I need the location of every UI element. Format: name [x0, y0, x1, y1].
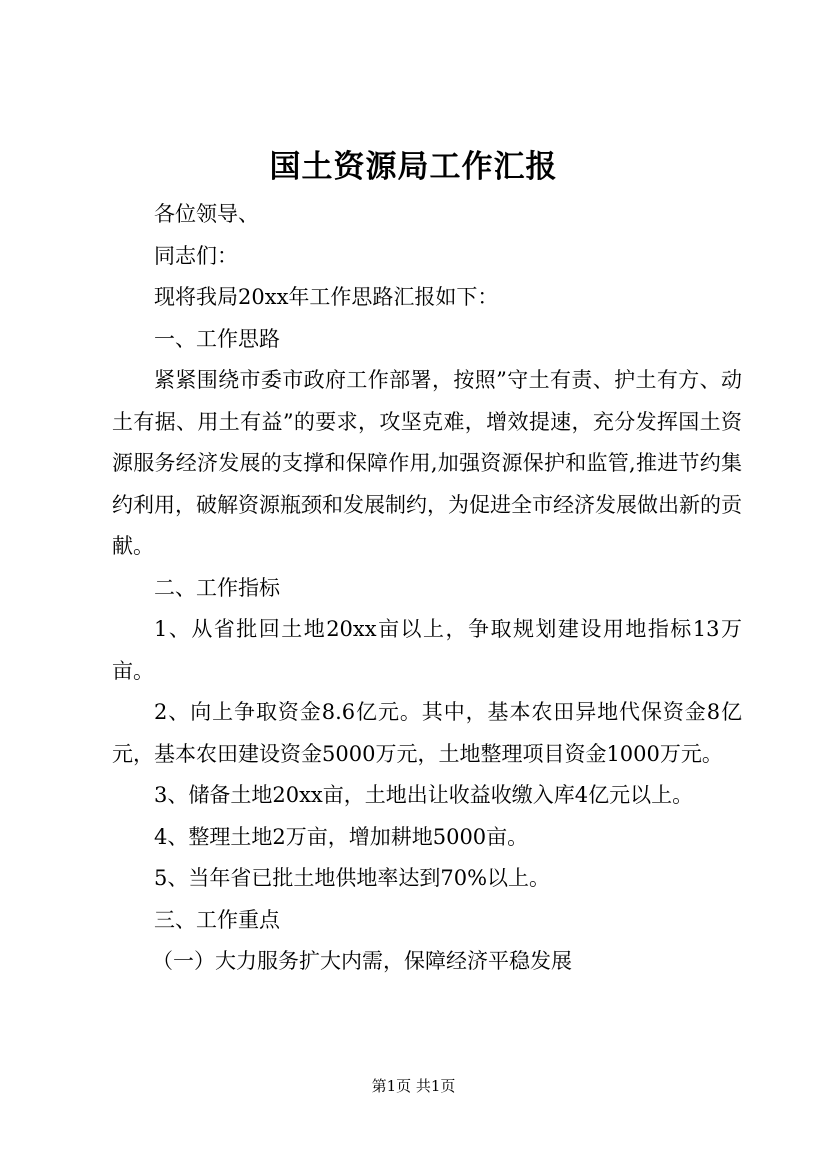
intro-paragraph: 现将我局20xx年工作思路汇报如下： [154, 285, 499, 309]
indicator-item-1: 1、从省批回土地20xx亩以上，争取规划建设用地指标13万亩。 [112, 617, 742, 683]
indicator-item-2: 2、向上争取资金8.6亿元。其中，基本农田异地代保资金8亿元，基本农田建设资金5000万元，土地整理项目资金1000万元。 [112, 700, 742, 766]
indicator-item-4: 4、整理土地2万亩，增加耕地5000亩。 [154, 824, 529, 849]
page-number-footer: 第1页 共1页 [371, 1077, 456, 1095]
salutation-comrades: 同志们： [154, 243, 238, 268]
section-heading-2: 二、工作指标 [154, 575, 280, 600]
indicator-item-3: 3、储备土地20xx亩，土地出让收益收缴入库4亿元以上。 [154, 783, 694, 807]
section-heading-3: 三、工作重点 [154, 907, 280, 932]
work-approach-paragraph: 紧紧围绕市委市政府工作部署，按照”守土有责、护土有方、动土有据、用土有益”的要求，攻坚克难，增效提速，充分发挥国土资源服务经济发展的支撑和保障作用,加强资源保护和监管,推进节约集约利用，破解资源瓶颈和发展制约，为促进全市经济发展做出新的贡献。 [112, 368, 742, 558]
indicator-item-5: 5、当年省已批土地供地率达到70%以上。 [154, 866, 551, 890]
section-heading-1: 一、工作思路 [154, 326, 280, 351]
document-title: 国土资源局工作汇报 [269, 149, 558, 185]
document-body [112, 194, 742, 983]
subsection-heading-1: （一）大力服务扩大内需，保障经济平稳发展 [152, 949, 572, 973]
salutation-leaders: 各位领导、 [154, 202, 259, 226]
